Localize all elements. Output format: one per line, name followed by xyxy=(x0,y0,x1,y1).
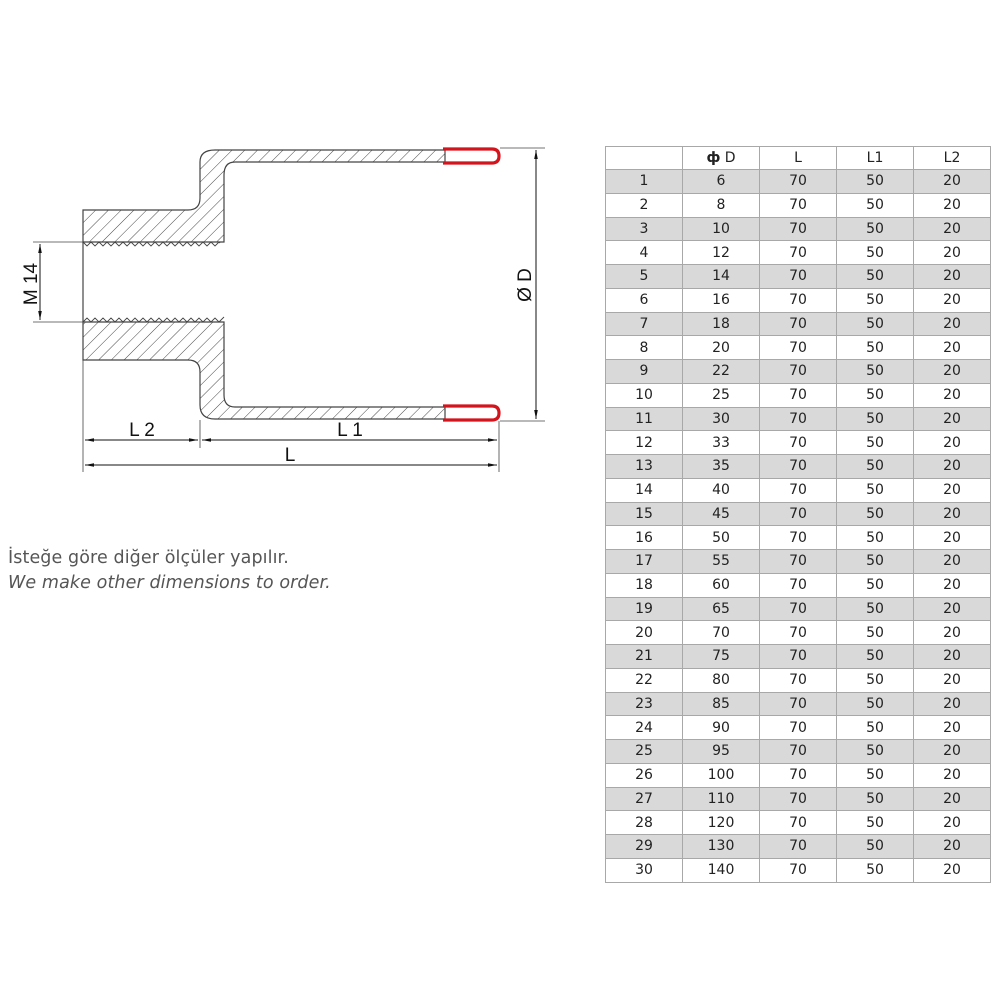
l1-label: L 1 xyxy=(337,420,363,441)
cell-l: 70 xyxy=(760,170,837,194)
cell-index: 1 xyxy=(606,170,683,194)
cell-index: 17 xyxy=(606,550,683,574)
table-row xyxy=(606,716,991,740)
cell-diameter: 6 xyxy=(683,170,760,194)
cell-l1: 50 xyxy=(837,573,914,597)
cell-l1: 50 xyxy=(837,288,914,312)
cell-diameter: 45 xyxy=(683,502,760,526)
cell-l: 70 xyxy=(760,502,837,526)
cell-l1: 50 xyxy=(837,835,914,859)
cell-l1: 50 xyxy=(837,763,914,787)
cell-index: 12 xyxy=(606,431,683,455)
cell-l2: 20 xyxy=(914,170,991,194)
table-row xyxy=(606,193,991,217)
cell-l: 70 xyxy=(760,692,837,716)
cell-l1: 50 xyxy=(837,383,914,407)
cell-l: 70 xyxy=(760,763,837,787)
cell-l1: 50 xyxy=(837,431,914,455)
cell-l1: 50 xyxy=(837,360,914,384)
cell-l: 70 xyxy=(760,478,837,502)
table-row xyxy=(606,431,991,455)
cell-l1: 50 xyxy=(837,241,914,265)
cell-l1: 50 xyxy=(837,621,914,645)
dimensions-table xyxy=(605,146,991,883)
table-row xyxy=(606,550,991,574)
table-row xyxy=(606,835,991,859)
table-row xyxy=(606,597,991,621)
cell-diameter: 120 xyxy=(683,811,760,835)
cell-l2: 20 xyxy=(914,716,991,740)
table-row xyxy=(606,621,991,645)
l-label: L xyxy=(284,445,296,466)
cell-l2: 20 xyxy=(914,360,991,384)
cell-l: 70 xyxy=(760,431,837,455)
cell-diameter: 110 xyxy=(683,787,760,811)
table-header-row xyxy=(606,147,991,170)
note-english: We make other dimensions to order. xyxy=(8,573,331,593)
cell-l: 70 xyxy=(760,573,837,597)
table-row xyxy=(606,692,991,716)
table-row xyxy=(606,217,991,241)
cell-l1: 50 xyxy=(837,502,914,526)
cell-l2: 20 xyxy=(914,668,991,692)
cell-l2: 20 xyxy=(914,692,991,716)
cell-index: 5 xyxy=(606,265,683,289)
cell-l1: 50 xyxy=(837,407,914,431)
header-l2: L2 xyxy=(914,147,991,170)
cell-index: 6 xyxy=(606,288,683,312)
table-row xyxy=(606,502,991,526)
table-row xyxy=(606,478,991,502)
cell-l2: 20 xyxy=(914,550,991,574)
cell-l: 70 xyxy=(760,858,837,882)
cell-index: 29 xyxy=(606,835,683,859)
cell-l2: 20 xyxy=(914,431,991,455)
header-index xyxy=(606,147,683,170)
cell-l: 70 xyxy=(760,336,837,360)
cell-l: 70 xyxy=(760,217,837,241)
cell-l2: 20 xyxy=(914,478,991,502)
cell-index: 30 xyxy=(606,858,683,882)
table-row xyxy=(606,170,991,194)
cell-l: 70 xyxy=(760,716,837,740)
cell-l2: 20 xyxy=(914,193,991,217)
cell-l2: 20 xyxy=(914,455,991,479)
cell-l: 70 xyxy=(760,787,837,811)
cell-l1: 50 xyxy=(837,787,914,811)
cell-index: 2 xyxy=(606,193,683,217)
cell-diameter: 30 xyxy=(683,407,760,431)
cell-diameter: 35 xyxy=(683,455,760,479)
cell-l1: 50 xyxy=(837,312,914,336)
cell-l1: 50 xyxy=(837,716,914,740)
table-body xyxy=(606,170,991,883)
cell-index: 4 xyxy=(606,241,683,265)
cell-diameter: 55 xyxy=(683,550,760,574)
cell-l: 70 xyxy=(760,265,837,289)
cell-l1: 50 xyxy=(837,217,914,241)
cell-l: 70 xyxy=(760,455,837,479)
cell-diameter: 25 xyxy=(683,383,760,407)
cell-l2: 20 xyxy=(914,787,991,811)
cell-l2: 20 xyxy=(914,835,991,859)
cell-l1: 50 xyxy=(837,170,914,194)
header-l: L xyxy=(760,147,837,170)
cell-l: 70 xyxy=(760,835,837,859)
cell-index: 27 xyxy=(606,787,683,811)
cell-l2: 20 xyxy=(914,858,991,882)
cell-l2: 20 xyxy=(914,288,991,312)
cell-l: 70 xyxy=(760,407,837,431)
cell-index: 15 xyxy=(606,502,683,526)
cell-l1: 50 xyxy=(837,550,914,574)
cell-index: 20 xyxy=(606,621,683,645)
cell-index: 22 xyxy=(606,668,683,692)
cell-l2: 20 xyxy=(914,407,991,431)
cell-diameter: 130 xyxy=(683,835,760,859)
cell-l2: 20 xyxy=(914,597,991,621)
thread-bottom xyxy=(83,317,224,322)
table-row xyxy=(606,336,991,360)
section-top xyxy=(83,150,445,242)
cell-index: 8 xyxy=(606,336,683,360)
cell-l: 70 xyxy=(760,526,837,550)
cell-diameter: 100 xyxy=(683,763,760,787)
cell-l1: 50 xyxy=(837,526,914,550)
cell-diameter: 14 xyxy=(683,265,760,289)
cell-l2: 20 xyxy=(914,265,991,289)
cell-l2: 20 xyxy=(914,241,991,265)
thread-label: M 14 xyxy=(21,262,42,306)
cell-diameter: 18 xyxy=(683,312,760,336)
cell-index: 25 xyxy=(606,740,683,764)
cell-index: 18 xyxy=(606,573,683,597)
table-row xyxy=(606,526,991,550)
table-row xyxy=(606,383,991,407)
cell-index: 13 xyxy=(606,455,683,479)
cell-index: 19 xyxy=(606,597,683,621)
table-row xyxy=(606,645,991,669)
cell-l: 70 xyxy=(760,668,837,692)
header-diameter-label: D xyxy=(724,150,736,166)
rolled-edge-top xyxy=(443,149,499,163)
table-row xyxy=(606,763,991,787)
cell-l2: 20 xyxy=(914,383,991,407)
cell-l2: 20 xyxy=(914,763,991,787)
cell-l: 70 xyxy=(760,811,837,835)
cell-l2: 20 xyxy=(914,645,991,669)
table-row xyxy=(606,288,991,312)
cell-l2: 20 xyxy=(914,217,991,241)
cell-l2: 20 xyxy=(914,811,991,835)
cell-diameter: 12 xyxy=(683,241,760,265)
cell-l1: 50 xyxy=(837,478,914,502)
cell-l1: 50 xyxy=(837,645,914,669)
cell-diameter: 95 xyxy=(683,740,760,764)
cell-diameter: 50 xyxy=(683,526,760,550)
cell-index: 23 xyxy=(606,692,683,716)
cell-index: 9 xyxy=(606,360,683,384)
table-row xyxy=(606,455,991,479)
cell-l1: 50 xyxy=(837,858,914,882)
cell-diameter: 8 xyxy=(683,193,760,217)
table-row xyxy=(606,573,991,597)
cell-diameter: 60 xyxy=(683,573,760,597)
cell-l1: 50 xyxy=(837,455,914,479)
header-l1: L1 xyxy=(837,147,914,170)
rolled-edge-bottom xyxy=(443,406,499,420)
cell-l1: 50 xyxy=(837,740,914,764)
cell-diameter: 140 xyxy=(683,858,760,882)
cell-l1: 50 xyxy=(837,811,914,835)
cell-l2: 20 xyxy=(914,526,991,550)
cell-l1: 50 xyxy=(837,597,914,621)
technical-drawing xyxy=(0,0,600,500)
cell-index: 28 xyxy=(606,811,683,835)
cell-diameter: 33 xyxy=(683,431,760,455)
cell-l1: 50 xyxy=(837,336,914,360)
cell-diameter: 22 xyxy=(683,360,760,384)
cell-l: 70 xyxy=(760,645,837,669)
cell-index: 14 xyxy=(606,478,683,502)
cell-diameter: 10 xyxy=(683,217,760,241)
table-row xyxy=(606,858,991,882)
table-row xyxy=(606,241,991,265)
diameter-label: Ø D xyxy=(515,268,536,302)
cell-index: 10 xyxy=(606,383,683,407)
cell-diameter: 16 xyxy=(683,288,760,312)
cell-diameter: 20 xyxy=(683,336,760,360)
cell-l2: 20 xyxy=(914,502,991,526)
header-diameter xyxy=(683,147,760,170)
table-row xyxy=(606,360,991,384)
phi-symbol: ф xyxy=(706,150,721,166)
cell-l: 70 xyxy=(760,288,837,312)
cell-l: 70 xyxy=(760,241,837,265)
cell-index: 26 xyxy=(606,763,683,787)
cell-index: 16 xyxy=(606,526,683,550)
cell-diameter: 40 xyxy=(683,478,760,502)
table-row xyxy=(606,312,991,336)
cell-index: 3 xyxy=(606,217,683,241)
cell-diameter: 75 xyxy=(683,645,760,669)
table-row xyxy=(606,740,991,764)
cell-l2: 20 xyxy=(914,740,991,764)
cell-index: 24 xyxy=(606,716,683,740)
cell-l1: 50 xyxy=(837,265,914,289)
cell-l2: 20 xyxy=(914,621,991,645)
cell-l: 70 xyxy=(760,193,837,217)
cell-diameter: 85 xyxy=(683,692,760,716)
l2-label: L 2 xyxy=(129,420,155,441)
cell-l: 70 xyxy=(760,383,837,407)
cell-l1: 50 xyxy=(837,193,914,217)
table-row xyxy=(606,668,991,692)
cell-diameter: 70 xyxy=(683,621,760,645)
table-row xyxy=(606,811,991,835)
cell-diameter: 65 xyxy=(683,597,760,621)
cell-l2: 20 xyxy=(914,336,991,360)
cell-l2: 20 xyxy=(914,573,991,597)
cell-index: 7 xyxy=(606,312,683,336)
cell-l: 70 xyxy=(760,312,837,336)
cell-diameter: 90 xyxy=(683,716,760,740)
cell-l1: 50 xyxy=(837,668,914,692)
cell-l: 70 xyxy=(760,360,837,384)
cell-l1: 50 xyxy=(837,692,914,716)
cell-l: 70 xyxy=(760,740,837,764)
table-row xyxy=(606,265,991,289)
cell-l: 70 xyxy=(760,621,837,645)
cell-index: 11 xyxy=(606,407,683,431)
cell-diameter: 80 xyxy=(683,668,760,692)
cell-l: 70 xyxy=(760,597,837,621)
cell-l: 70 xyxy=(760,550,837,574)
cell-index: 21 xyxy=(606,645,683,669)
table-row xyxy=(606,787,991,811)
table-row xyxy=(606,407,991,431)
cell-l2: 20 xyxy=(914,312,991,336)
note-turkish: İsteğe göre diğer ölçüler yapılır. xyxy=(8,548,289,568)
section-bottom xyxy=(83,322,445,419)
